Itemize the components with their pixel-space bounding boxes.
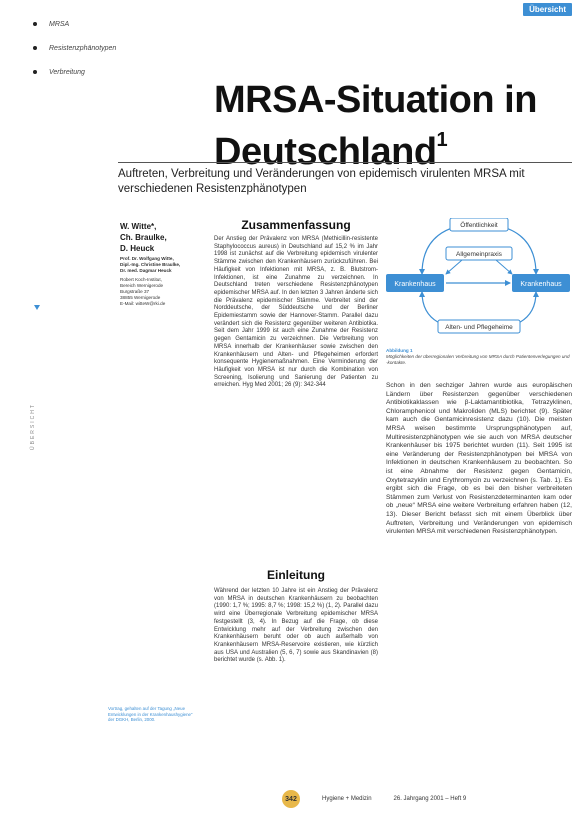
title-footnote: 1 [436,129,448,151]
svg-text:Öffentlichkeit: Öffentlichkeit [460,222,498,229]
transmission-diagram [386,218,572,336]
author-list: W. Witte*, Ch. Braulke, D. Heuck [120,222,167,253]
right-column-text: Schon in den sechziger Jahren wurde aus europäischen Ländern über Resistenzen gegenüber verschiedenen Antibiotikaklassen wie β-Laktamantibiotika, Tetrazyklinen, Chloramphenicol und Makroliden (MLS) berichtet (9). Später kam auch die Gentamicinresistenz dazu (10). Die meisten MRSA weisen bestimmte Ursprungsphänotypen auf, Multiresistenzphänotypen wie sie auch von MRSA deutscher Krankenhäuser bis 1975 berichtet wurden (11). Seit 1995 ist eine Veränderung der Resistenzphänotypen bei MRSA von Infektionen in deutschen Krankenhäusern zu beobachten. So ist eine Abnahme der Resistenz gegen Gentamicin, Oxytetrazyklin und Erythromycin zu verzeichnen (s. Tab. 1). Es ergibt sich die Frage, ob es bei den bisher verbreiteten Stämmen zum Verlust von Resistenzdeterminanten kam oder ob „neue“ MRSA eine weitere Verbreitung erfahren haben (12, 13). Dieser Bericht befasst sich mit einem Überblick über Auftreten, Verbreitung und Veränderungen von epidemisch virulenten MRSA mit verschiedenen Resistenzphänotypen. [386,382,572,536]
intro-section [214,568,378,665]
summary-heading: Zusammenfassung [241,218,351,232]
svg-text:Krankenhaus: Krankenhaus [520,281,562,288]
diagram-arrow-left [446,260,462,274]
intro-heading: Einleitung [267,568,325,582]
bullet-icon [33,22,37,26]
diagram-arrow-right [496,260,512,274]
caption-text: Möglichkeiten der überregionalen Verbreitung von MRSA durch Patientenverlegungen und -kontakte. [386,353,570,365]
svg-text:Krankenhaus: Krankenhaus [394,281,436,288]
svg-text:Alten- und Pflegeheime: Alten- und Pflegeheime [445,324,513,331]
journal-issue: 26. Jahrgang 2001 – Heft 9 [393,796,467,802]
article-subtitle: Auftreten, Verbreitung und Veränderungen von epidemisch virulenten MRSA mit verschiedenen Resistenzphänotypen [118,168,525,195]
summary-text: Der Anstieg der Prävalenz von MRSA (Methicillin-resistente Staphylococcus aureus) in Deutschland auf 15,2 % im Jahr 1998 ist zunächst auf die Verbreitung epidemisch virulenter Stämme zwischen den Krankenhäusern zurückzuführen. Bei Häufigkeit von Infektionen mit MRSA, z. B. Blutstrom-Infektionen, ist eine Zunahme zu verzeichnen. In Deutschland treten verschiedene Resistenzphänotypen epidemischer MRSA auf. In den letzten 3 Jahren änderte sich die Prävalenz epidemischer Stämme. Verbreitet sind der Norddeutsche, der Süddeutsche und der Berliner Epidemiestamm sowie der Hannover-Stamm. Parallel dazu verändert sich die Resistenz gegenüber weiteren Antibiotika. Seit dem Jahr 1999 ist auch eine Zunahme der Resistenz gegen Gentamicin zu verzeichnen. Die Verbreitung von MRSA innerhalb der Krankenhäuser sowie zwischen den Krankenhäusern und Alten- und Pflegeheimen erfordert konsequente Hygienemaßnahmen. Eine Verminderung der Häufigkeit von MRSA ist nur durch die Kombination von Screening, Isolierung und Sanierung der Patienten zu erreichen. Hyg Med 2001; 26 (9): 342-344 [214,236,378,389]
figure-caption [386,348,572,365]
bullet-icon [33,70,37,74]
section-badge: Übersicht [523,3,572,16]
breadcrumb [33,12,116,84]
title-divider [118,162,572,163]
intro-text: Während der letzten 10 Jahre ist ein Anstieg der Prävalenz von MRSA in deutschen Krankenhäusern zu beobachten (1990: 1,7 %; 1995: 8,7 %; 1998: 15,2 %) (1, 2). Parallel dazu wird eine Überregionale Verbreitung epidemischer MRSA festgestellt (3, 4). In Bezug auf die Frage, ob diese Entwicklung mehr auf der Verbreitung zwischen den Krankenhäusern beruht oder ob auch außerhalb von Krankenhäusern MRSA-Reservoire existieren, wie kürzlich aus USA und Australien (5, 6, 7) sowie aus Skandinavien (8) berichtet wurde (s. Abb. 1). [214,588,378,664]
breadcrumb-item: Resistenzphänotypen [33,36,116,60]
page-footer [282,790,466,808]
journal-name: Hygiene + Medizin [322,796,372,802]
caption-label: Abbildung 1 [386,348,413,353]
sidebar-footnote: Vortrag, gehalten auf der Tagung „Neue Entwicklungen in der Krankenhaushygiene“ der DGKH, Berlin, 2000. [108,706,193,723]
side-section-label: ÜBERSICHT [30,403,36,450]
breadcrumb-item: MRSA [33,12,116,36]
bullet-icon [33,46,37,50]
page-number: 342 [282,790,300,808]
summary-section [214,218,378,390]
breadcrumb-item: Verbreitung [33,60,116,84]
author-affiliation: Prof. Dr. Wolfgang Witte, Dipl.-Ing. Christine Braulke, Dr. med. Dagmar Heuck Robert Koch-Institut, Bereich Wernigerode Burgstraße 37 38855 Wernigerode E-Mail: witteW@rki.de [120,256,181,306]
article-title: MRSA-Situation in Deutschland$^1$ [214,79,537,173]
svg-text:Allgemeinpraxis: Allgemeinpraxis [456,251,502,258]
